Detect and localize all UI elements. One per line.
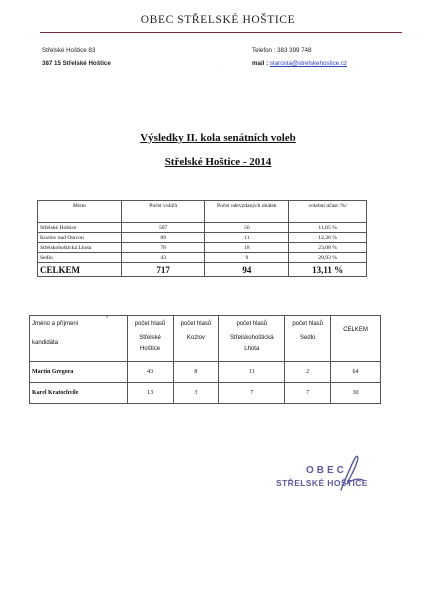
table-row [38, 223, 367, 233]
table-cell: 7 [285, 383, 331, 404]
scan-dot: · [218, 66, 220, 71]
table-cell: 43 [121, 253, 205, 263]
header-cell-kozlov [173, 316, 219, 362]
table-cell: 3 [173, 383, 219, 404]
header-rule [40, 32, 402, 33]
table-cell: 23,08 % [289, 243, 367, 253]
results-heading: Výsledky II. kola senátních voleb [140, 132, 296, 144]
table-cell: 2 [285, 362, 331, 383]
table-cell: 30 [331, 383, 381, 404]
header-text: Lhota [244, 346, 260, 352]
header-cell-sedlo [285, 316, 331, 362]
table-row [38, 233, 367, 243]
candidate-name: Karel Kratochvíle [30, 383, 128, 404]
table-cell: 56 [205, 223, 289, 233]
table-cell: Sedlo [38, 253, 122, 263]
turnout-table-header [38, 201, 367, 223]
header-cell-name [30, 316, 128, 362]
table-cell: 64 [331, 362, 381, 383]
header-text: Jméno a příjmení [32, 321, 79, 327]
header-text: Hoštice [140, 346, 161, 352]
header-text: počet hlasů [134, 321, 166, 327]
table-cell: 9 [205, 253, 289, 263]
header-cell: Místo [38, 201, 122, 223]
table-row [30, 383, 381, 404]
phone-number: Telefon : 383 399 748 [252, 47, 312, 54]
table-row [30, 362, 381, 383]
mail-line [252, 60, 347, 67]
header-cell: volební účast /%/ [289, 201, 367, 223]
header-text: počet hlasů [180, 321, 212, 327]
header-text: Střelskohoštická [229, 335, 274, 341]
table-cell: 7 [219, 383, 285, 404]
table-cell: Střelskohoštická Lhota [38, 243, 122, 253]
table-row [38, 243, 367, 253]
table-row [38, 253, 367, 263]
table-cell: 89 [121, 233, 205, 243]
table-cell: Střelské Hoštice [38, 223, 122, 233]
table-cell: 13 [127, 383, 173, 404]
table-cell: 18 [205, 243, 289, 253]
header-cell-lhota [219, 316, 285, 362]
header-text: Střelské [139, 335, 161, 341]
stamp-line-2: STŘELSKÉ HOŠTICE [276, 478, 368, 488]
table-cell: 78 [121, 243, 205, 253]
header-cell: Počet voličů [121, 201, 205, 223]
header-text: CELKEM [343, 327, 368, 333]
total-row [38, 263, 367, 277]
header-cell-strelske [127, 316, 173, 362]
table-cell: 507 [121, 223, 205, 233]
table-cell: 20,93 % [289, 253, 367, 263]
address-line-1: Střelské Hoštice 83 [42, 47, 96, 54]
table-cell: 11,05 % [289, 223, 367, 233]
header-text: Sedlo [299, 335, 316, 341]
address-line-2: 387 15 Střelské Hoštice [42, 60, 111, 67]
results-subheading: Střelské Hoštice - 2014 [164, 156, 272, 168]
stamp-line-1: OBEC [306, 465, 347, 476]
candidate-table-header [30, 316, 381, 362]
mail-label: mail : [252, 60, 270, 67]
header-asterisk: * [106, 316, 108, 322]
table-cell: 11 [219, 362, 285, 383]
table-cell: 12,36 % [289, 233, 367, 243]
total-cell: 94 [205, 263, 289, 277]
candidate-name: Martin Gregora [30, 362, 128, 383]
header-text: Kozlov [186, 335, 205, 341]
candidate-table [29, 315, 381, 404]
table-cell: 43 [127, 362, 173, 383]
total-cell: 717 [121, 263, 205, 277]
table-cell: Kozlov nad Otavou [38, 233, 122, 243]
table-cell: 11 [205, 233, 289, 243]
header-text: kandidáta [32, 340, 59, 346]
total-cell: CELKEM [38, 263, 122, 277]
table-cell: 8 [173, 362, 219, 383]
header-text: počet hlasů [292, 321, 324, 327]
header-cell-total [331, 316, 381, 362]
mail-link[interactable]: starosta@strelskehostice.cz [269, 60, 348, 67]
municipality-title: OBEC STŘELSKÉ HOŠTICE [140, 14, 296, 26]
header-text: počet hlasů [236, 321, 268, 327]
turnout-table [37, 200, 367, 277]
total-cell: 13,11 % [289, 263, 367, 277]
header-cell: Počet odevzdaných obálek [205, 201, 289, 223]
